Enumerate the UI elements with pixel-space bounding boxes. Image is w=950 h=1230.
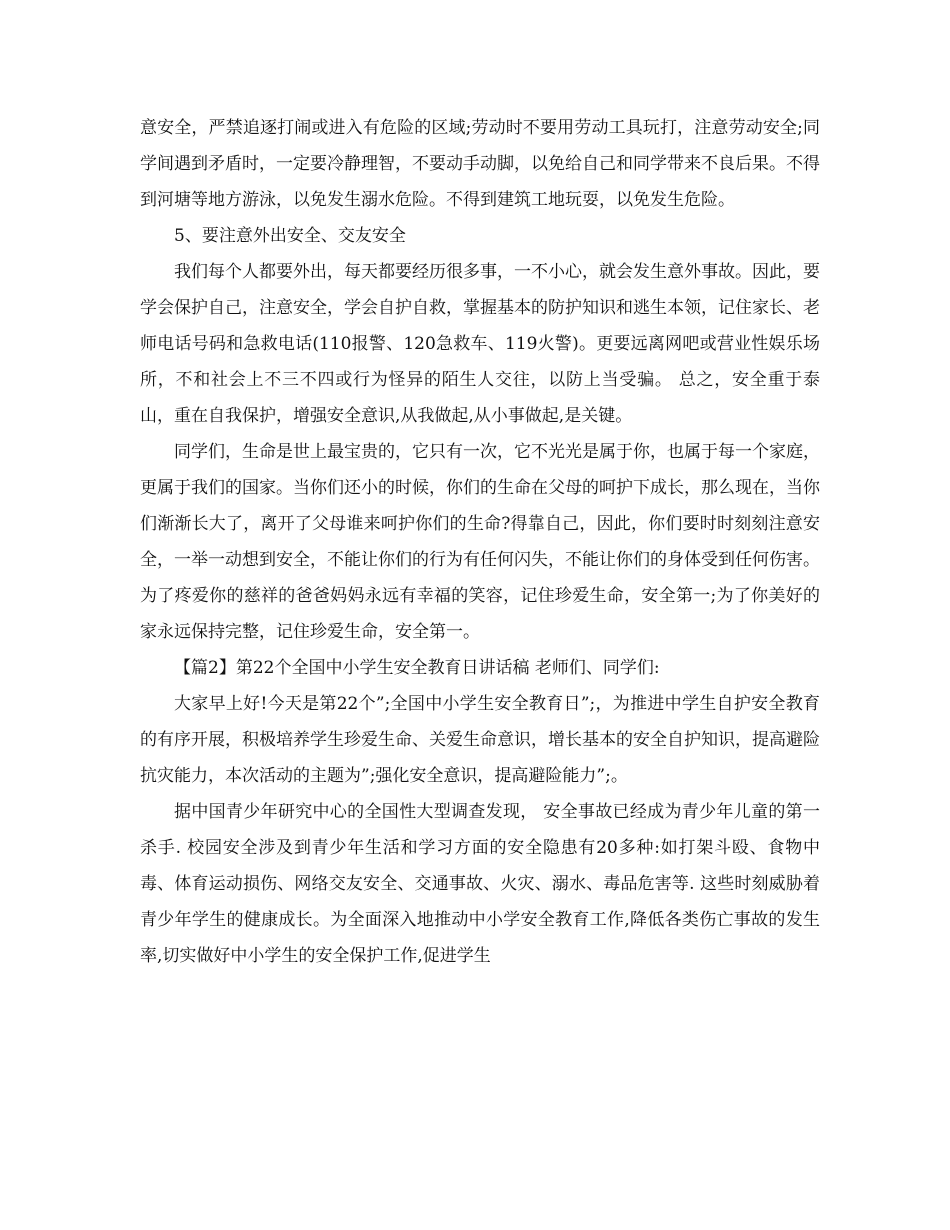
paragraph-3: 我们每个人都要外出，每天都要经历很多事，一不小心，就会发生意外事故。因此，要学会保护自己，注意安全，学会自护自救，掌握基本的防护知识和逃生本领，记住家长、老师电话号码和急救电话(110报警、120急救车、119火警)。更要远离网吧或营业性娱乐场所，不和社会上不三不四或行为怪异的陌生人交往，以防上当受骗。 总之，安全重于泰山，重在自我保护，增强安全意识,从我做起,从小事做起,是关键。 — [140, 262, 820, 426]
paragraph-4: 同学们，生命是世上最宝贵的，它只有一次，它不光光是属于你，也属于每一个家庭，更属于我们的国家。当你们还小的时候，你们的生命在父母的呵护下成长，那么现在，当你们渐渐长大了，离开了父母谁来呵护你们的生命?得靠自己，因此，你们要时时刻刻注意安全，一举一动想到安全，不能让你们的行为有任何闪失，不能让你们的身体受到任何伤害。为了疼爱你的慈祥的爸爸妈妈永远有幸福的笑容，记住珍爱生命，安全第一;为了你美好的家永远保持完整，记住珍爱生命，安全第一。 — [140, 442, 820, 642]
paragraph-1: 意安全，严禁追逐打闹或进入有危险的区域;劳动时不要用劳动工具玩打，注意劳动安全;同学间遇到矛盾时，一定要冷静理智，不要动手动脚，以免给自己和同学带来不良后果。不得到河塘等地方游泳，以免发生溺水危险。不得到建筑工地玩耍，以免发生危险。 — [140, 118, 820, 210]
paragraph-2-heading: 5、要注意外出安全、交友安全 — [174, 226, 406, 246]
paragraph-5-section-title: 【篇2】第22个全国中小学生安全教育日讲话稿 老师们、同学们: — [174, 658, 660, 678]
paragraph-6: 大家早上好!今天是第22个”;全国中小学生安全教育日”;，为推进中学生自护安全教育的有序开展，积极培养学生珍爱生命、关爱生命意识，增长基本的安全自护知识，提高避险抗灾能力，本次活动的主题为”;强化安全意识，提高避险能力”;。 — [140, 694, 820, 786]
document-body — [140, 110, 820, 974]
paragraph-7: 据中国青少年研究中心的全国性大型调查发现， 安全事故已经成为青少年儿童的第一杀手. 校园安全涉及到青少年生活和学习方面的安全隐患有20多种:如打架斗殴、食物中毒、体育运动损伤、网络交友安全、交通事故、火灾、溺水、毒品危害等. 这些时刻威胁着青少年学生的健康成长。为全面深入地推动中小学安全教育工作,降低各类伤亡事故的发生率,切实做好中小学生的安全保护工作,促进学生 — [140, 802, 820, 966]
